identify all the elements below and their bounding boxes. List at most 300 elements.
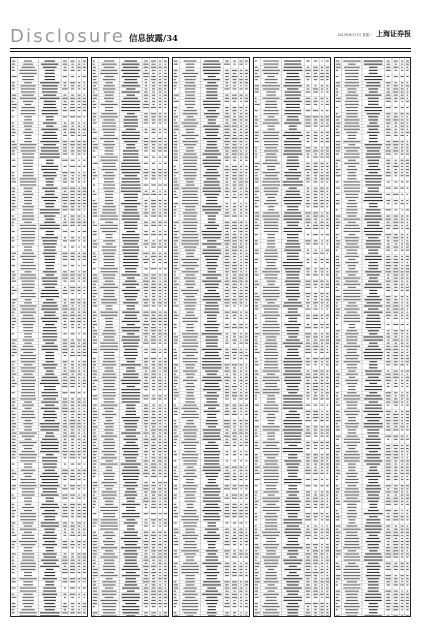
table-cell-text [78,256,80,257]
table-cell-text [186,70,195,71]
table-cell-text [93,451,97,452]
table-cell-text [174,160,178,161]
table-cell-text [151,256,156,257]
table-cell-text [71,154,74,155]
table-cell-text [289,557,297,558]
table-cell-text [321,495,324,496]
table-cell-text [267,398,276,399]
table-cell-text [43,398,56,399]
table-cell-text [233,274,237,275]
table-cell-text [123,553,138,554]
table-cell-text [24,126,33,127]
table-cell-text [239,293,242,294]
table-cell-text [202,349,222,350]
table-cell-text [104,336,114,337]
table-cell-text [77,290,80,291]
table-cell-text [71,101,75,102]
table-cell-text [44,315,55,316]
table-cell-text [105,150,114,151]
table-cell-text [246,203,248,204]
table-cell-text [78,560,80,561]
table-cell-text [126,129,136,130]
table-cell-text [207,169,217,170]
table-cell-text [64,439,67,440]
table-cell-text [283,395,303,396]
table-cell-text [320,371,323,372]
table-cell-text [326,70,328,71]
table-cell-text [313,346,319,347]
table-cell-text [164,175,167,176]
table-cell-text [164,119,167,120]
table-cell-text [183,361,198,362]
table-cell-text [174,557,179,558]
table-cell-text [103,175,115,176]
table-cell-text [123,265,138,266]
table-cell-text [174,157,178,158]
table-cell-text [204,181,220,182]
table-cell-text [46,184,54,185]
table-cell-text [71,433,75,434]
table-cell-text [289,572,296,573]
table-cell-text [93,560,96,561]
table-cell-text [127,529,135,530]
table-cell-text [83,355,86,356]
table-cell-text [246,123,248,124]
table-cell-text [224,423,230,424]
table-cell-text [12,206,17,207]
table-cell-text [105,324,112,325]
table-cell-text [202,209,221,210]
table-cell-text [326,526,328,527]
table-cell-text [144,405,148,406]
table-cell-text [83,588,86,589]
table-cell-text [159,535,161,536]
table-cell-text [245,615,248,616]
table-cell-text [78,181,80,182]
table-cell-text [320,581,323,582]
table-cell-text [314,485,317,486]
table-cell-text [326,281,328,282]
table-cell-text [181,572,198,573]
table-cell-text [266,349,277,350]
table-cell-text [164,352,167,353]
table-cell-text [144,491,147,492]
table-cell-text [45,76,55,77]
table-cell-text [233,135,236,136]
table-cell-text [203,519,220,520]
table-cell-text [78,110,80,111]
table-cell-text [321,377,323,378]
table-cell-text [46,550,54,551]
table-cell-text [164,439,166,440]
table-cell-text [24,464,32,465]
table-cell-text [307,259,310,260]
table-cell-text [174,476,178,477]
table-cell-text [93,336,96,337]
table-cell-text [93,594,98,595]
table-cell-text [263,290,279,291]
table-cell-text [255,234,258,235]
table-cell-text [105,550,113,551]
table-cell-text [255,181,259,182]
table-cell-text [44,222,55,223]
table-cell-text [226,408,229,409]
table-cell-text [240,287,241,288]
table-cell-text [20,485,37,486]
table-cell-text [326,188,328,189]
table-cell-text [284,101,302,102]
table-cell-text [152,175,156,176]
table-cell-text [255,104,260,105]
table-cell-text [78,417,80,418]
table-cell-text [287,160,298,161]
table-cell-text [43,302,57,303]
table-cell-text [83,82,85,83]
table-cell-text [12,367,16,368]
table-cell-text [174,209,177,210]
table-cell-text [144,138,148,139]
table-cell-text [306,414,310,415]
table-cell-text [151,203,156,204]
table-cell-text [122,64,140,65]
table-cell-text [255,563,260,564]
table-cell-text [93,73,96,74]
table-cell-text [63,181,67,182]
table-cell-text [314,333,317,334]
table-cell-text [159,612,160,613]
table-cell-text [305,473,310,474]
table-cell-text [25,129,32,130]
table-cell-text [40,296,59,297]
table-cell-text [42,479,58,480]
table-cell-text [240,169,241,170]
table-cell-text [183,160,197,161]
table-cell-text [159,178,160,179]
table-cell-text [264,256,278,257]
table-cell-text [255,436,258,437]
table-cell-text [174,433,177,434]
table-cell-text [145,380,148,381]
table-cell-text [245,442,249,443]
table-cell-text [255,336,258,337]
table-cell-text [205,284,219,285]
table-cell-text [307,526,310,527]
table-cell-text [326,85,328,86]
table-cell-text [186,507,193,508]
table-cell-text [143,76,148,77]
table-cell-text [71,516,74,517]
table-cell-text [255,203,257,204]
table-cell-text [225,355,230,356]
table-cell-text [255,473,260,474]
table-cell-text [255,138,258,139]
table-cell-text [313,414,318,415]
table-cell-text [12,95,17,96]
table-cell-text [164,408,166,409]
table-cell-text [24,402,32,403]
table-cell-text [42,395,58,396]
table-cell-text [105,95,114,96]
table-cell-text [202,231,222,232]
table-cell-text [245,377,248,378]
table-cell-text [313,411,318,412]
table-cell-text [63,479,66,480]
table-cell-text [78,85,80,86]
table-cell-text [326,495,328,496]
table-cell-text [266,445,277,446]
table-cell-text [240,445,243,446]
table-cell-text [184,231,197,232]
table-cell-text [240,188,243,189]
table-cell-text [174,278,179,279]
table-cell-text [262,532,280,533]
table-cell-text [121,464,141,465]
table-cell-text [313,101,317,102]
table-cell-text [320,374,323,375]
table-cell-text [314,361,318,362]
table-cell-text [313,557,318,558]
table-cell-text [205,355,219,356]
table-cell-text [121,188,141,189]
table-cell-text [78,535,81,536]
table-cell-text [164,476,167,477]
table-cell-text [203,516,220,517]
table-cell-text [104,92,115,93]
table-cell-text [123,284,140,285]
table-cell-text [71,312,74,313]
table-cell-text [267,240,275,241]
table-cell-text [307,299,309,300]
table-cell-text [174,495,177,496]
table-cell-text [84,290,86,291]
table-cell-text [225,185,228,186]
table-cell-text [144,386,149,387]
table-cell-text [45,259,55,260]
table-cell-text [100,160,117,161]
table-cell-text [284,64,301,65]
table-cell-text [93,169,95,170]
table-cell-text [70,343,75,344]
table-cell-text [268,420,275,421]
table-cell-text [206,200,217,201]
table-cell-text [327,460,329,461]
table-cell-text [158,588,162,589]
table-cell-text [206,91,217,92]
table-cell-text [164,597,167,598]
table-cell-text [225,73,229,74]
table-cell-text [321,566,323,567]
table-cell-text [255,426,259,427]
table-cell-text [78,411,80,412]
table-cell-text [224,216,229,217]
table-cell-text [144,349,147,350]
table-cell-text [164,243,166,244]
table-cell-text [263,212,279,213]
table-cell-text [320,163,323,164]
table-cell-text [64,535,67,536]
table-cell-text [264,454,278,455]
table-cell-text [321,578,323,579]
table-cell-text [159,123,161,124]
table-cell-text [226,203,228,204]
table-cell-text [158,557,161,558]
table-cell-text [71,398,74,399]
table-cell-text [233,442,235,443]
table-cell-text [93,61,95,62]
table-cell-text [245,488,247,489]
table-cell-text [288,299,298,300]
table-cell-text [326,293,328,294]
table-cell-text [233,470,235,471]
table-cell-text [206,302,218,303]
table-cell-text [84,454,85,455]
table-cell-text [321,212,322,213]
table-cell-text [42,321,57,322]
table-cell-text [255,575,258,576]
table-cell-text [83,216,85,217]
table-cell-text [40,209,60,210]
table-cell-text [122,85,140,86]
table-cell-text [152,451,155,452]
table-cell-text [240,284,242,285]
table-cell-text [232,364,238,365]
table-cell-text [104,597,113,598]
table-cell-text [78,507,79,508]
table-cell-text [159,278,161,279]
table-cell-text [145,476,148,477]
table-cell-text [203,389,221,390]
table-cell-text [20,519,36,520]
table-cell-text [164,113,166,114]
table-cell-text [77,222,81,223]
table-cell-text [164,358,166,359]
table-cell-text [225,234,229,235]
table-cell-text [326,544,328,545]
table-cell-text [313,550,319,551]
table-cell-text [321,519,323,520]
table-cell-text [71,464,74,465]
table-cell-text [12,343,15,344]
table-cell-text [327,504,329,505]
table-cell-text [152,138,154,139]
table-cell-text [186,67,195,68]
table-cell-text [83,274,85,275]
table-cell-text [225,256,230,257]
table-cell-text [255,507,257,508]
table-cell-text [174,594,177,595]
table-cell-text [264,581,279,582]
table-cell-text [225,553,228,554]
table-cell-text [78,479,81,480]
table-cell-text [104,563,114,564]
table-cell-text [42,113,58,114]
table-cell-text [151,429,156,430]
table-cell-text [305,519,311,520]
table-cell-text [321,513,324,514]
table-cell-text [63,104,67,105]
table-cell-text [164,116,167,117]
table-cell-text [240,606,242,607]
table-cell-text [93,566,95,567]
table-cell-text [240,470,243,471]
table-cell-text [185,575,194,576]
table-cell-text [255,141,259,142]
table-cell-text [158,119,161,120]
table-cell-text [183,175,196,176]
table-cell-text [159,389,162,390]
table-cell-text [45,79,55,80]
table-cell-text [240,206,242,207]
table-cell-text [121,185,141,186]
table-cell-text [255,566,259,567]
table-cell-text [42,594,57,595]
table-cell-text [159,101,162,102]
table-cell-text [164,383,166,384]
table-cell-text [321,154,324,155]
table-cell-text [24,550,33,551]
table-cell-text [314,262,317,263]
table-cell-text [207,318,216,319]
table-cell-text [174,175,176,176]
table-cell-text [77,318,80,319]
table-cell-text [84,498,86,499]
table-cell-text [43,591,56,592]
table-cell-text [239,154,242,155]
table-cell-text [185,178,196,179]
table-cell-text [93,550,97,551]
table-cell-text [306,309,311,310]
table-cell-text [43,67,57,68]
table-cell-text [186,296,195,297]
table-cell-text [284,216,302,217]
table-cell-text [174,529,179,530]
table-cell-text [225,318,229,319]
table-cell-text [240,271,242,272]
table-cell-text [123,476,139,477]
table-cell-text [206,178,217,179]
table-cell-text [12,535,17,536]
table-cell-text [307,250,309,251]
table-cell-text [70,166,75,167]
table-cell-text [83,305,85,306]
table-cell-text [40,507,59,508]
table-cell-text [288,485,297,486]
table-cell-text [224,445,229,446]
table-cell-text [78,259,80,260]
table-cell-text [152,82,155,83]
table-cell-text [70,560,74,561]
table-cell-text [164,234,167,235]
table-cell-text [224,135,230,136]
table-cell-text [22,318,35,319]
table-cell-text [24,572,32,573]
table-cell-text [225,343,228,344]
table-cell-text [225,188,229,189]
table-cell-text [305,507,311,508]
table-cell-text [326,327,329,328]
table-cell-text [145,504,147,505]
table-cell-text [151,498,155,499]
table-cell-text [83,594,85,595]
table-cell-text [246,278,248,279]
table-cell-text [93,200,95,201]
table-cell-text [164,473,166,474]
table-cell-text [263,123,280,124]
table-cell-text [326,501,328,502]
table-cell-text [78,597,79,598]
table-cell-text [286,581,299,582]
table-cell-text [181,550,199,551]
